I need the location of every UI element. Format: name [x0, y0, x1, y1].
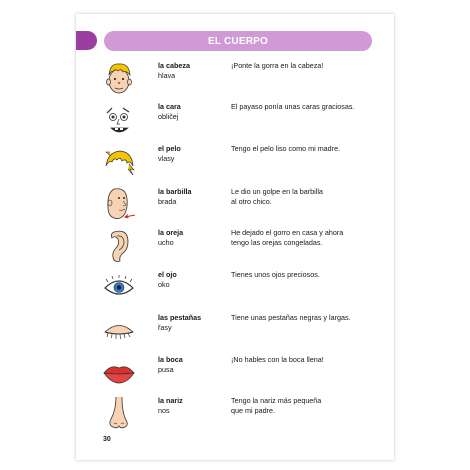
- hair-icon: [102, 142, 136, 182]
- vocab-entry: [76, 59, 394, 103]
- czech-word: vlasy: [158, 154, 175, 163]
- word-pair: [158, 187, 228, 207]
- czech-word: hlava: [158, 71, 176, 80]
- spanish-word: la oreja: [158, 228, 184, 237]
- spanish-word: las pestañas: [158, 313, 202, 322]
- spanish-word: la barbilla: [158, 187, 192, 196]
- example-sentence: Tienes unos ojos preciosos.: [231, 270, 320, 279]
- spanish-word: la nariz: [158, 396, 183, 405]
- vocab-entry: [76, 268, 394, 312]
- vocab-entry: [76, 394, 394, 438]
- book-page: [76, 14, 394, 460]
- section-title: EL CUERPO: [208, 35, 268, 47]
- czech-word: obličej: [158, 112, 179, 121]
- mouth-icon: [102, 353, 136, 393]
- spanish-word: el pelo: [158, 144, 181, 153]
- word-pair: [158, 102, 228, 122]
- face-icon: [102, 100, 136, 140]
- spanish-word: la cabeza: [158, 61, 190, 70]
- page-number: 30: [103, 436, 111, 443]
- chin-icon: [102, 185, 136, 225]
- word-pair: [158, 270, 228, 290]
- vocab-entry: [76, 185, 394, 229]
- example-sentence: Tengo el pelo liso como mi madre.: [231, 144, 341, 153]
- word-pair: [158, 313, 228, 333]
- vocab-entry: [76, 226, 394, 270]
- eyelashes-icon: [102, 311, 136, 351]
- example-sentence: Le dio un golpe en la barbilla al otro chico.: [231, 187, 323, 206]
- example-sentence: Tengo la nariz más pequeña que mi padre.: [231, 396, 322, 415]
- section-tab: [76, 31, 97, 50]
- word-pair: [158, 355, 228, 375]
- spanish-word: la cara: [158, 102, 181, 111]
- czech-word: oko: [158, 280, 170, 289]
- vocab-entry: [76, 353, 394, 397]
- example-sentence: ¡Ponte la gorra en la cabeza!: [231, 61, 324, 70]
- word-pair: [158, 228, 228, 248]
- example-sentence: Tiene unas pestañas negras y largas.: [231, 313, 351, 322]
- spanish-word: la boca: [158, 355, 183, 364]
- eye-icon: [102, 268, 136, 308]
- vocab-entry: [76, 100, 394, 144]
- czech-word: pusa: [158, 365, 174, 374]
- word-pair: [158, 144, 228, 164]
- czech-word: nos: [158, 406, 170, 415]
- vocab-entry: [76, 311, 394, 355]
- czech-word: ucho: [158, 238, 174, 247]
- section-header: [104, 31, 372, 51]
- word-pair: [158, 396, 228, 416]
- ear-icon: [102, 226, 136, 266]
- nose-icon: [102, 394, 136, 434]
- example-sentence: He dejado el gorro en casa y ahora tengo las orejas congeladas.: [231, 228, 344, 247]
- example-sentence: El payaso ponía unas caras graciosas.: [231, 102, 355, 111]
- czech-word: brada: [158, 197, 177, 206]
- czech-word: řasy: [158, 323, 172, 332]
- spanish-word: el ojo: [158, 270, 177, 279]
- word-pair: [158, 61, 228, 81]
- vocab-entry: [76, 142, 394, 186]
- example-sentence: ¡No hables con la boca llena!: [231, 355, 324, 364]
- head-icon: [102, 59, 136, 99]
